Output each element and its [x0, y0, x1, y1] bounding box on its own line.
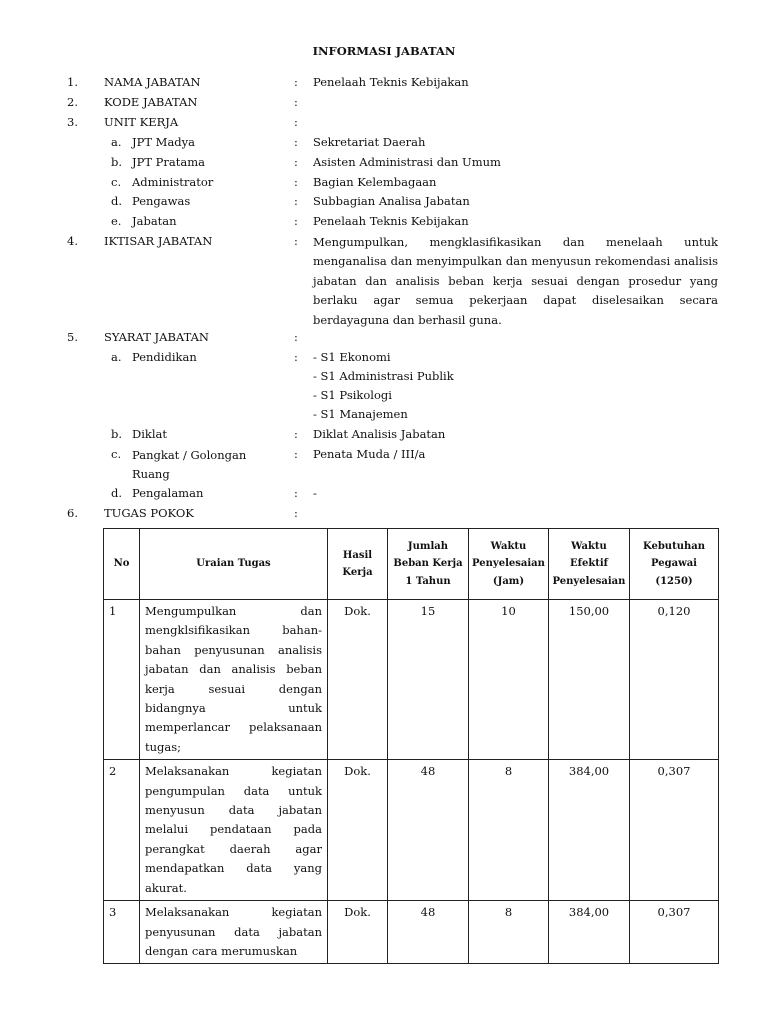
row-unit-kerja [0, 115, 768, 135]
item-number: 4. [67, 234, 78, 248]
header-waktu: Waktu Penyelesaian (Jam) [469, 529, 549, 600]
cell-efektif: 384,00 [549, 760, 630, 901]
diklat-value: Diklat Analisis Jabatan [313, 427, 446, 441]
cell-jumlah: 48 [388, 901, 469, 964]
sub-value: Sekretariat Daerah [313, 135, 426, 149]
sub-value: Asisten Administrasi dan Umum [313, 155, 501, 169]
cell-hasil: Dok. [328, 901, 388, 964]
cell-kebutuhan: 0,307 [630, 760, 719, 901]
colon: : [294, 155, 298, 169]
unit-kerja-label: UNIT KERJA [104, 115, 179, 129]
pendidikan-line [0, 407, 768, 427]
tugas-pokok-label: TUGAS POKOK [104, 506, 194, 520]
sub-letter: b. [111, 155, 123, 169]
colon: : [294, 214, 298, 228]
table-row [104, 600, 719, 760]
colon: : [294, 447, 298, 461]
unit-kerja-item [0, 214, 768, 234]
cell-uraian: Melaksanakan kegiatan penyusunan data jabatan dengan cara merumuskan [140, 901, 328, 964]
row-syarat-jabatan [0, 330, 768, 350]
syarat-pendidikan [0, 350, 768, 370]
cell-waktu: 8 [469, 760, 549, 901]
sub-letter: d. [111, 194, 123, 208]
pendidikan-value: - S1 Manajemen [313, 407, 408, 421]
sub-label: Diklat [132, 427, 168, 441]
table-row [104, 760, 719, 901]
nama-jabatan-value: Penelaah Teknis Kebijakan [313, 75, 469, 89]
iktisar-text: Mengumpulkan, mengklasifikasikan dan menelaah untuk menganalisa dan menyimpulkan dan menyusun rekomendasi analisis jabatan dan analisis beban kerja sesuai dengan prosedur yang berlaku agar semua pekerjaan dapat diselesaikan secara berdayaguna dan berhasil guna. [313, 235, 718, 327]
cell-uraian: Melaksanakan kegiatan pengumpulan data untuk menyusun data jabatan melalui pendataan pada perangkat daerah agar mendapatkan data yang akurat. [140, 760, 328, 901]
sub-label: Administrator [132, 175, 214, 189]
sub-letter: a. [111, 135, 122, 149]
sub-value: Bagian Kelembagaan [313, 175, 437, 189]
sub-value: Subbagian Analisa Jabatan [313, 194, 470, 208]
syarat-pangkat [0, 447, 768, 467]
sub-label: Pendidikan [132, 350, 197, 364]
sub-letter: c. [111, 175, 122, 189]
item-number: 3. [67, 115, 78, 129]
colon: : [294, 350, 298, 364]
cell-no: 3 [104, 901, 140, 964]
sub-letter: c. [111, 447, 122, 461]
pendidikan-line [0, 369, 768, 389]
cell-kebutuhan: 0,307 [630, 901, 719, 964]
nama-jabatan-label: NAMA JABATAN [104, 75, 201, 89]
header-jumlah: Jumlah Beban Kerja 1 Tahun [388, 529, 469, 600]
colon: : [294, 115, 298, 129]
syarat-pengalaman [0, 486, 768, 506]
cell-hasil: Dok. [328, 760, 388, 901]
tugas-table [103, 528, 719, 964]
row-kode-jabatan [0, 95, 768, 115]
colon: : [294, 95, 298, 109]
cell-jumlah: 15 [388, 600, 469, 760]
sub-label: Pengawas [132, 194, 191, 208]
sub-label: JPT Pratama [132, 155, 206, 169]
cell-kebutuhan: 0,120 [630, 600, 719, 760]
syarat-diklat [0, 427, 768, 447]
cell-efektif: 150,00 [549, 600, 630, 760]
colon: : [294, 506, 298, 520]
item-number: 1. [67, 75, 78, 89]
unit-kerja-item [0, 135, 768, 155]
sub-letter: b. [111, 427, 123, 441]
pendidikan-value: - S1 Psikologi [313, 388, 392, 402]
row-tugas-pokok [0, 506, 768, 526]
cell-waktu: 10 [469, 600, 549, 760]
syarat-label: SYARAT JABATAN [104, 330, 209, 344]
unit-kerja-item [0, 194, 768, 214]
colon: : [294, 486, 298, 500]
iktisar-label: IKTISAR JABATAN [104, 234, 213, 248]
colon: : [294, 75, 298, 89]
pendidikan-line [0, 388, 768, 408]
cell-jumlah: 48 [388, 760, 469, 901]
pendidikan-value: - S1 Administrasi Publik [313, 369, 454, 383]
cell-uraian: Mengumpulkan dan mengklsifikasikan bahan-bahan penyusunan analisis jabatan dan analisis beban kerja sesuai dengan bidangnya untuk memperlancar pelaksanaan tugas; [140, 600, 328, 760]
unit-kerja-item [0, 155, 768, 175]
cell-no: 1 [104, 600, 140, 760]
colon: : [294, 194, 298, 208]
colon: : [294, 330, 298, 344]
sub-label: JPT Madya [132, 135, 196, 149]
header-hasil: Hasil Kerja [328, 529, 388, 600]
header-no: No [104, 529, 140, 600]
unit-kerja-item [0, 175, 768, 195]
kode-jabatan-label: KODE JABATAN [104, 95, 198, 109]
cell-efektif: 384,00 [549, 901, 630, 964]
table-row [104, 901, 719, 964]
cell-hasil: Dok. [328, 600, 388, 760]
cell-no: 2 [104, 760, 140, 901]
header-uraian: Uraian Tugas [140, 529, 328, 600]
pendidikan-value: - S1 Ekonomi [313, 350, 391, 364]
pangkat-label: Pangkat / Golongan Ruang [132, 448, 247, 482]
document-title: INFORMASI JABATAN [312, 44, 456, 58]
colon: : [294, 427, 298, 441]
pangkat-value: Penata Muda / III/a [313, 447, 426, 461]
colon: : [294, 234, 298, 248]
sub-label: Jabatan [132, 214, 177, 228]
item-number: 5. [67, 330, 78, 344]
sub-label: Pengalaman [132, 486, 204, 500]
pengalaman-value: - [313, 486, 317, 500]
item-number: 2. [67, 95, 78, 109]
table-header-row [104, 529, 719, 600]
sub-letter: d. [111, 486, 123, 500]
sub-value: Penelaah Teknis Kebijakan [313, 214, 469, 228]
header-kebutuhan: Kebutuhan Pegawai (1250) [630, 529, 719, 600]
sub-letter: a. [111, 350, 122, 364]
header-efektif: Waktu Efektif Penyelesaian [549, 529, 630, 600]
cell-waktu: 8 [469, 901, 549, 964]
colon: : [294, 175, 298, 189]
sub-letter: e. [111, 214, 122, 228]
row-nama-jabatan [0, 75, 768, 95]
colon: : [294, 135, 298, 149]
item-number: 6. [67, 506, 78, 520]
